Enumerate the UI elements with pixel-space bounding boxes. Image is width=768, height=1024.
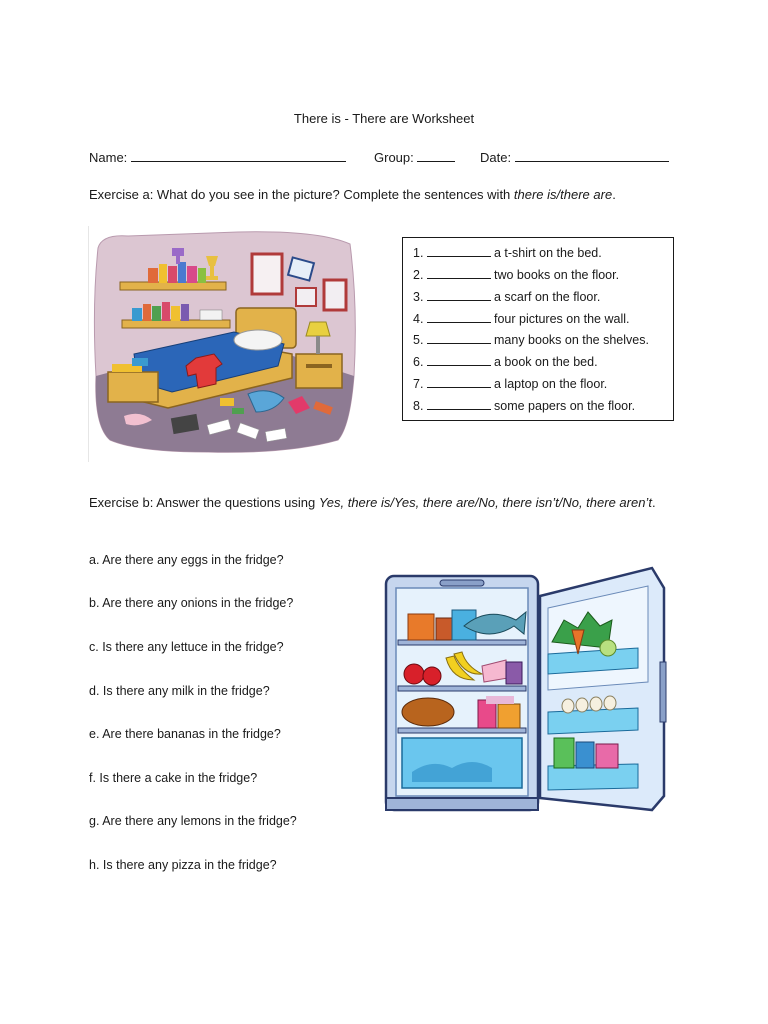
exercise-a-text: What do you see in the picture? Complete the sentences with [153, 187, 514, 202]
group-blank[interactable] [417, 149, 455, 162]
question-d: d. Is there any milk in the fridge? [89, 684, 270, 698]
sentence-3: 3. a scarf on the floor. [413, 290, 601, 304]
sentence-5: 5. many books on the shelves. [413, 333, 649, 347]
exercise-b-text: Answer the questions using [153, 495, 319, 510]
question-a: a. Are there any eggs in the fridge? [89, 553, 284, 567]
question-g: g. Are there any lemons in the fridge? [89, 814, 297, 828]
question-f: f. Is there a cake in the fridge? [89, 771, 258, 785]
group-label: Group: [374, 150, 414, 165]
question-h: h. Is there any pizza in the fridge? [89, 858, 277, 872]
sentence-5-blank[interactable] [427, 333, 491, 344]
fridge-illustration [382, 562, 672, 814]
nightstand [296, 354, 342, 388]
exercise-a-end: . [612, 187, 616, 202]
shelf-bottom [122, 320, 230, 328]
wall-picture-4 [324, 280, 346, 310]
exercise-a-italic: there is/there are [513, 187, 613, 202]
date-label: Date: [480, 150, 512, 165]
sentence-8: 8. some papers on the floor. [413, 399, 636, 413]
date-field-row [480, 149, 669, 165]
sentence-3-blank[interactable] [427, 290, 491, 301]
exercise-b-end: . [651, 495, 656, 510]
exercise-b-instruction [89, 495, 656, 510]
sentence-6-blank[interactable] [427, 355, 491, 366]
exercise-a-label: Exercise a: [89, 187, 154, 202]
sentence-2: 2. two books on the floor. [413, 268, 620, 282]
date-blank[interactable] [515, 149, 669, 162]
question-e: e. Are there bananas in the fridge? [89, 727, 281, 741]
roast-chicken [402, 698, 454, 726]
exercise-a-sentence-box [402, 237, 674, 421]
worksheet-title: There is - There are Worksheet [293, 111, 475, 126]
name-label: Name: [89, 150, 128, 165]
sentence-4: 4. four pictures on the wall. [413, 312, 630, 326]
shelf-top [120, 282, 226, 290]
sentence-1: 1. a t-shirt on the bed. [413, 246, 602, 260]
sentence-1-blank[interactable] [427, 246, 491, 257]
name-blank[interactable] [131, 149, 346, 162]
sentence-6: 6. a book on the bed. [413, 355, 598, 369]
exercise-a-instruction [89, 187, 616, 202]
sentence-4-blank[interactable] [427, 312, 491, 323]
exercise-b-italic: Yes, there is/Yes, there are/No, there isn’t/No, there aren’t [318, 495, 652, 510]
question-b: b. Are there any onions in the fridge? [89, 596, 294, 610]
sentence-7-blank[interactable] [427, 377, 491, 388]
sentence-2-blank[interactable] [427, 268, 491, 279]
name-field-row [89, 149, 346, 165]
wall-picture-3 [296, 288, 316, 306]
group-field-row [374, 149, 455, 165]
exercise-b-label: Exercise b: [89, 495, 154, 510]
question-c: c. Is there any lettuce in the fridge? [89, 640, 284, 654]
sentence-7: 7. a laptop on the floor. [413, 377, 608, 391]
sentence-8-blank[interactable] [427, 399, 491, 410]
wall-picture-1 [252, 254, 282, 294]
bedroom-illustration [88, 226, 360, 462]
